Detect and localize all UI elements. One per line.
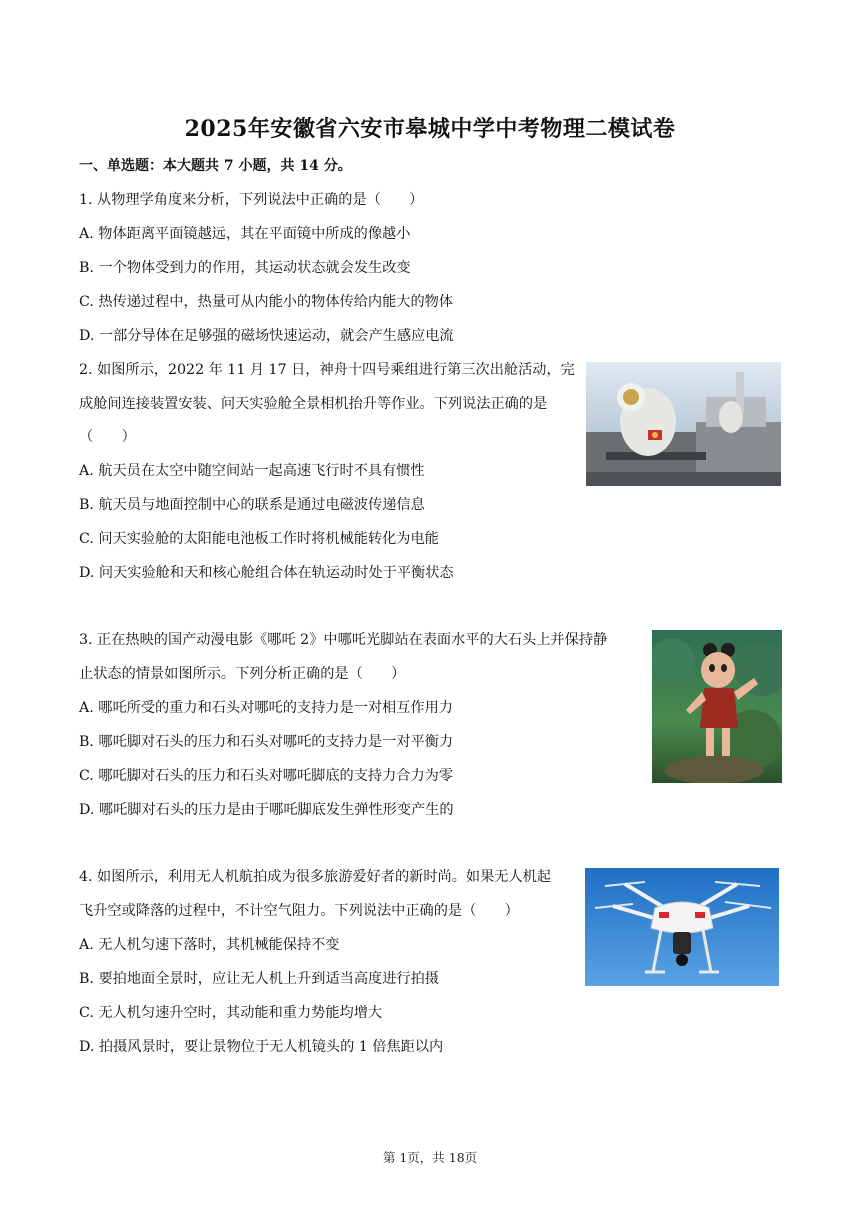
q3-stem-line1: 3. 正在热映的国产动漫电影《哪吒 2》中哪吒光脚站在表面水平的大石头上并保持静 <box>79 632 608 648</box>
q4-stem-line2: 飞升空或降落的过程中，不计空气阻力。下列说法中正确的是（ ） <box>79 903 519 919</box>
page-footer: 第 1页，共 18页 <box>382 1150 478 1165</box>
q3-option-d: D. 哪吒脚对石头的压力是由于哪吒脚底发生弹性形变产生的 <box>79 802 454 818</box>
q1-option-d: D. 一部分导体在足够强的磁场快速运动，就会产生感应电流 <box>79 328 454 344</box>
nezha-photo <box>652 630 782 783</box>
q3-option-a: A. 哪吒所受的重力和石头对哪吒的支持力是一对相互作用力 <box>79 700 453 716</box>
q2-option-d: D. 问天实验舱和天和核心舱组合体在轨运动时处于平衡状态 <box>79 565 454 581</box>
q4-option-d: D. 拍摄风景时，要让景物位于无人机镜头的 1 倍焦距以内 <box>79 1039 444 1055</box>
q1-option-a: A. 物体距离平面镜越远，其在平面镜中所成的像越小 <box>79 226 411 242</box>
q4-stem-line1: 4. 如图所示，利用无人机航拍成为很多旅游爱好者的新时尚。如果无人机起 <box>79 869 552 885</box>
q1-stem: 1. 从物理学角度来分析，下列说法中正确的是（ ） <box>79 192 424 208</box>
astronaut-photo <box>586 362 781 486</box>
section-heading: 一、单选题：本大题共 7 小题，共 14 分。 <box>79 158 352 174</box>
q3-stem-line2: 止状态的情景如图所示。下列分析正确的是（ ） <box>79 666 406 682</box>
q3-option-b: B. 哪吒脚对石头的压力和石头对哪吒的支持力是一对平衡力 <box>79 734 454 750</box>
q2-option-c: C. 问天实验舱的太阳能电池板工作时将机械能转化为电能 <box>79 531 439 547</box>
q4-option-b: B. 要拍地面全景时，应让无人机上升到适当高度进行拍摄 <box>79 971 439 987</box>
q2-stem-line1: 2. 如图所示，2022 年 11 月 17 日，神舟十四号乘组进行第三次出舱活动，完 <box>79 362 575 378</box>
q2-stem-line3: （ ） <box>79 429 136 445</box>
page-title: 2025年安徽省六安市皋城中学中考物理二模试卷 <box>184 116 676 142</box>
q3-option-c: C. 哪吒脚对石头的压力和石头对哪吒脚底的支持力合力为零 <box>79 768 454 784</box>
q1-option-b: B. 一个物体受到力的作用，其运动状态就会发生改变 <box>79 260 411 276</box>
drone-photo <box>585 868 779 986</box>
q2-stem-line2: 成舱间连接装置安装、问天实验舱全景相机抬升等作业。下列说法正确的是 <box>79 396 548 412</box>
q2-option-a: A. 航天员在太空中随空间站一起高速飞行时不具有惯性 <box>79 463 425 479</box>
q2-option-b: B. 航天员与地面控制中心的联系是通过电磁波传递信息 <box>79 497 425 513</box>
q4-option-c: C. 无人机匀速升空时，其动能和重力势能均增大 <box>79 1005 383 1021</box>
q1-option-c: C. 热传递过程中，热量可从内能小的物体传给内能大的物体 <box>79 294 454 310</box>
q4-option-a: A. 无人机匀速下落时，其机械能保持不变 <box>79 937 340 953</box>
